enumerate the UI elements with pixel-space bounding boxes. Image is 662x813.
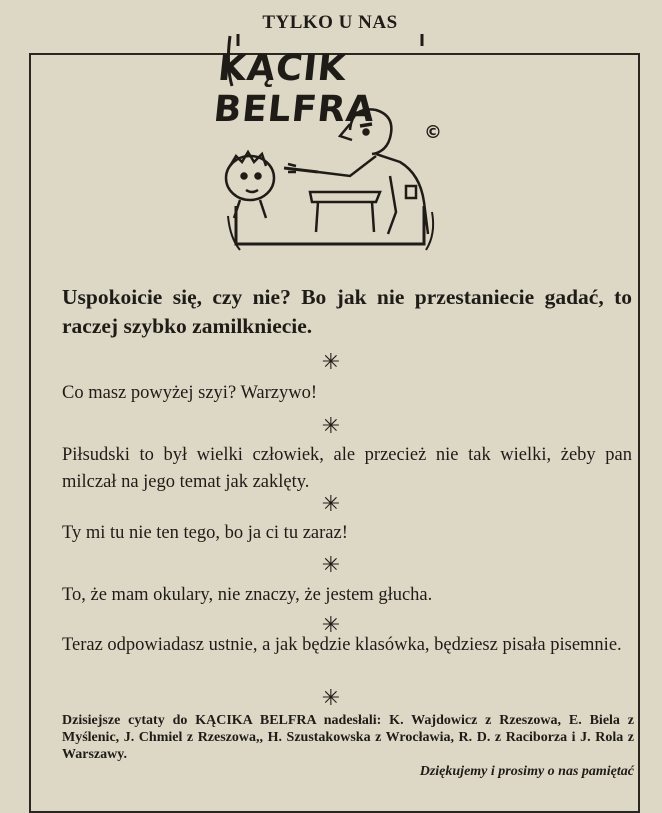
credits-note xyxy=(62,712,634,780)
separator-star: ✳ xyxy=(321,350,341,375)
separator-star: ✳ xyxy=(321,613,341,638)
separator-star: ✳ xyxy=(321,686,341,711)
quote-2: Piłsudski to był wielki człowiek, ale przecież nie tak wielki, żeby pan milczał na jego temat jak zaklęty. xyxy=(62,445,632,492)
quote-5: Teraz odpowiadasz ustnie, a jak będzie klasówka, będziesz pisała pisemnie. xyxy=(62,635,622,655)
quote-3: Ty mi tu nie ten tego, bo ja ci tu zaraz! xyxy=(62,523,348,543)
quote-4: To, że mam okulary, nie znaczy, że jestem głucha. xyxy=(62,585,433,605)
separator-star: ✳ xyxy=(321,492,341,517)
lead-quote: Uspokoicie się, czy nie? Bo jak nie przestaniecie gadać, to raczej szybko zamilkniecie. xyxy=(62,285,632,338)
credits-thanks: Dziękujemy i prosimy o nas pamiętać xyxy=(419,764,634,779)
separator-star: ✳ xyxy=(321,553,341,578)
column-header xyxy=(200,6,460,252)
column-title: KĄCIK BELFRA xyxy=(211,48,378,130)
quote-1: Co masz powyżej szyi? Warzywo! xyxy=(62,383,318,403)
credits-text: Dzisiejsze cytaty do KĄCIKA BELFRA nadesłali: K. Wajdowicz z Rzeszowa, E. Biela z Myślenic, J. Chmiel z Rzeszowa,, H. Szustakowska z Wrocławia, R. D. z Raciborza i J. Rola z Warszawy. xyxy=(62,713,634,762)
separator-star: ✳ xyxy=(321,414,341,439)
tag-label: TYLKO U NAS xyxy=(200,12,460,34)
copyright-mark: © xyxy=(424,122,442,143)
